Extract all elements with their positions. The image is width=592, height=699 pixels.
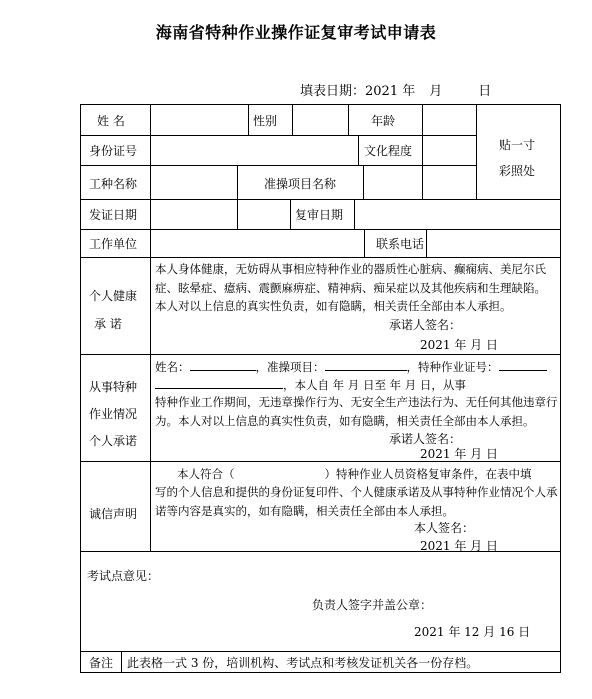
fill-date-label: 填表日期： xyxy=(300,84,366,99)
health-commitment-text: 本人身体健康，无妨碍从事相应特种作业的器质性心脏病、癫痫病、美尼尔氏症、眩晕症、癔病、震颤麻痹症、精神病、痴呆症以及其他疾病和生理缺陷。本人对以上信息的真实性负责，如有隐瞒，相关责任全部由本人承担。 xyxy=(155,262,546,313)
work-from-text: ，本人自 年 月 日至 年 月 日，从事 xyxy=(283,378,466,392)
gender-label: 性别 xyxy=(253,114,278,128)
fill-date xyxy=(300,80,491,99)
exam-opinion-label: 考试点意见： xyxy=(87,569,160,583)
fill-date-year: 2021 年 xyxy=(365,84,416,99)
fill-date-day: 日 xyxy=(478,84,492,99)
integrity-signer-label: 本人签名： xyxy=(414,521,475,535)
phone-label: 联系电话 xyxy=(376,237,425,251)
work-cert-blank[interactable] xyxy=(499,357,547,371)
work-label-line1: 从事特种 xyxy=(89,380,138,394)
integrity-label: 诚信声明 xyxy=(89,507,138,521)
health-label-line1: 个人健康 xyxy=(89,289,138,303)
exam-signer-label: 负责人签字并盖公章： xyxy=(312,598,433,612)
integrity-line1-a: 本人符合（ xyxy=(177,467,235,481)
id-number-label: 身份证号 xyxy=(89,144,138,158)
work-signer-label: 承诺人签名： xyxy=(389,432,462,446)
photo-label-line2: 彩照处 xyxy=(499,164,536,178)
exam-date: 2021 年 12 月 16 日 xyxy=(414,625,531,639)
work-name-blank[interactable] xyxy=(190,357,256,371)
fill-date-month: 月 xyxy=(429,84,443,99)
work-line2 xyxy=(155,375,560,395)
work-date: 2021 年 月 日 xyxy=(420,447,498,461)
note-label: 备注 xyxy=(89,656,114,670)
health-label-line2: 承 诺 xyxy=(94,317,122,331)
integrity-line1-b: ）特种作业人员资格复审条件，在表中填 xyxy=(324,467,532,481)
work-label-line3: 个人承诺 xyxy=(89,434,138,448)
work-item-label: ，准操项目： xyxy=(255,360,325,374)
review-date-label: 复审日期 xyxy=(295,208,344,222)
work-name-label: 姓名： xyxy=(155,360,190,374)
work-commitment-text: 特种作业工作期间，无违章操作行为、无安全生产违法行为、无任何其他违章行为。本人对以上信息的真实性负责，如有隐瞒，相关责任全部由本人承担。 xyxy=(155,395,558,428)
health-signer-label: 承诺人签名： xyxy=(389,318,462,332)
age-label: 年龄 xyxy=(371,114,396,128)
job-type-label: 工种名称 xyxy=(89,177,138,191)
health-date: 2021 年 月 日 xyxy=(420,338,498,352)
education-label: 文化程度 xyxy=(364,144,413,158)
name-label: 姓 名 xyxy=(97,114,125,128)
work-blank-2[interactable] xyxy=(155,375,283,389)
issue-date-label: 发证日期 xyxy=(89,208,138,222)
work-item-blank[interactable] xyxy=(325,357,407,371)
integrity-line1 xyxy=(177,465,532,484)
integrity-date: 2021 年 月 日 xyxy=(420,539,498,553)
application-form-table xyxy=(80,104,561,673)
note-text: 此表格一式 3 份，培训机构、考试点和考核发证机关各一份存档。 xyxy=(127,656,479,670)
work-line1 xyxy=(155,357,560,377)
integrity-text: 写的个人信息和提供的身份证复印件、个人健康承诺及从事特种作业情况个人承诺等内容是真实的，如有隐瞒，相关责任全部由本人承担。 xyxy=(155,485,558,518)
employer-label: 工作单位 xyxy=(89,237,138,251)
permit-item-label: 准操项目名称 xyxy=(264,177,337,191)
photo-label-line1: 贴一寸 xyxy=(499,138,536,152)
work-cert-label: ，特种作业证号： xyxy=(406,360,499,374)
form-title: 海南省特种作业操作证复审考试申请表 xyxy=(155,23,437,42)
work-label-line2: 作业情况 xyxy=(89,407,138,421)
